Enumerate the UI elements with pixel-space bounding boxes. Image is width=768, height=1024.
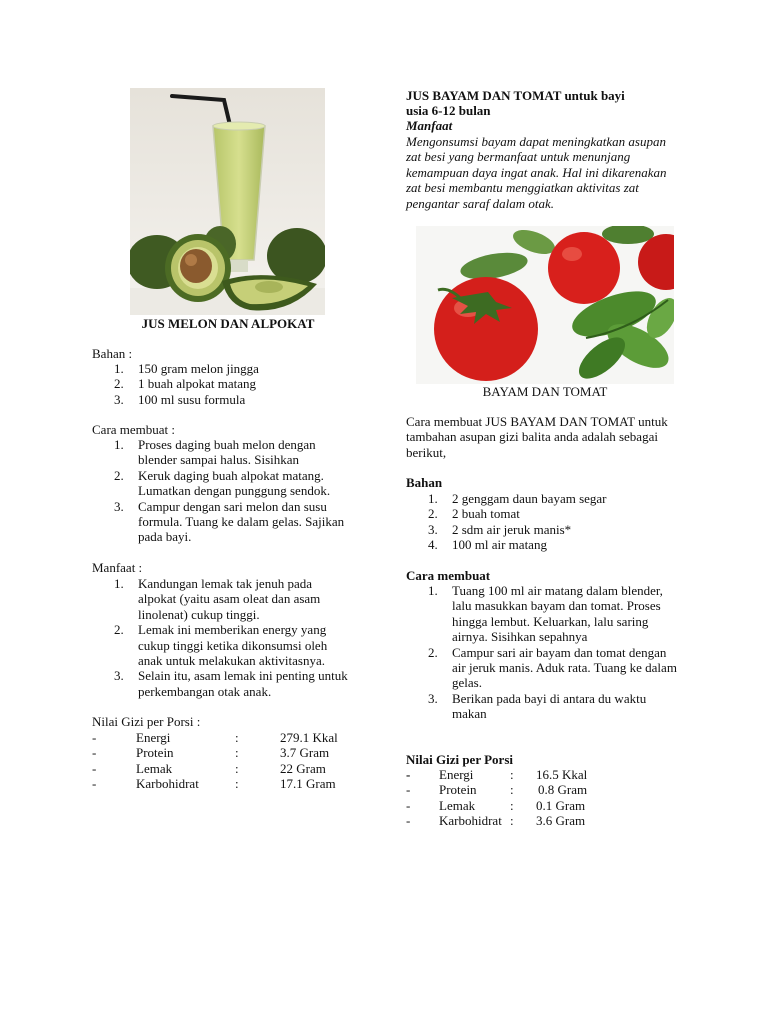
gizi-row: - Lemak : 0.1 Gram xyxy=(406,797,586,813)
list-item: 2. 1 buah alpokat matang xyxy=(114,376,257,392)
spinach-tomato-photo xyxy=(416,226,674,384)
image-caption: BAYAM DAN TOMAT xyxy=(482,384,608,399)
avocado-juice-photo xyxy=(130,88,325,315)
cara-label: Cara membuat xyxy=(406,568,491,583)
gizi-row: - Karbohidrat : 17.1 Gram xyxy=(92,776,336,792)
list-item: 4. 100 ml air matang xyxy=(428,537,547,553)
cara-label: Cara membuat : xyxy=(92,422,176,437)
spinach-tomato-illustration xyxy=(416,226,674,384)
cara-list xyxy=(92,437,350,545)
bahan-label: Bahan : xyxy=(92,346,133,361)
cara-list xyxy=(406,583,678,722)
recipe-title: JUS MELON DAN ALPOKAT xyxy=(141,316,315,331)
gizi-row: - Protein : 0.8 Gram xyxy=(406,782,588,798)
intro-text: Cara membuat JUS BAYAM DAN TOMAT untuk tambahan asupan gizi balita anda adalah sebagai berikut, xyxy=(406,414,668,460)
gizi-label: Nilai Gizi per Porsi xyxy=(406,752,513,767)
recipe-title-line1: JUS BAYAM DAN TOMAT untuk bayi xyxy=(406,88,625,103)
manfaat-label: Manfaat xyxy=(406,118,453,133)
list-item: 1. Tuang 100 ml air matang dalam blender, lalu masukkan bayam dan tomat. Proses hingga lembut. Keluarkan, lalu saring airnya. Sisihkan sepahnya xyxy=(428,583,663,645)
gizi-row: - Protein : 3.7 Gram xyxy=(92,745,330,761)
bahan-list xyxy=(406,491,684,553)
manfaat-label: Manfaat : xyxy=(92,560,143,575)
gizi-table xyxy=(406,767,684,829)
list-item: 3. Campur dengan sari melon dan susu formula. Tuang ke dalam gelas. Sajikan pada bayi. xyxy=(114,498,345,545)
list-item: 2. Keruk daging buah alpokat matang. Lumatkan dengan punggung sendok. xyxy=(114,467,331,499)
list-item: 3. Selain itu, asam lemak ini penting untuk perkembangan otak anak. xyxy=(114,668,348,699)
list-item: 3. 2 sdm air jeruk manis* xyxy=(428,521,572,537)
manfaat-list xyxy=(92,576,350,699)
manfaat-text: Mengonsumsi bayam dapat meningkatkan asupan zat besi yang bermanfaat untuk menunjang kemampuan daya ingat anak. Hal ini dikarenakan zat besi membantu menggiatkan aktivitas zat pengantar saraf dalam otak. xyxy=(406,134,667,211)
recipe-title-line2: usia 6-12 bulan xyxy=(406,103,491,118)
list-item: 1. Kandungan lemak tak jenuh pada alpokat (yaitu asam oleat dan asam linolenat) cukup tinggi. xyxy=(114,576,321,622)
list-item: 1. Proses daging buah melon dengan blender sampai halus. Sisihkan xyxy=(114,437,316,468)
list-item: 2. Lemak ini memberikan energy yang cukup tinggi ketika dikonsumsi oleh anak untuk melakukan aktivitasnya. xyxy=(114,622,328,669)
list-item: 1. 2 genggam daun bayam segar xyxy=(428,491,607,506)
gizi-row: - Karbohidrat : 3.6 Gram xyxy=(406,813,586,829)
bahan-label: Bahan xyxy=(406,475,443,490)
gizi-row: - Energi : 16.5 Kkal xyxy=(406,767,588,782)
list-item: 2. 2 buah tomat xyxy=(428,506,520,522)
avocado-juice-illustration xyxy=(130,88,325,315)
list-item: 2. Campur sari air bayam dan tomat dengan air jeruk manis. Aduk rata. Tuang ke dalam gelas. xyxy=(428,644,677,691)
gizi-table xyxy=(92,730,364,792)
list-item: 1. 150 gram melon jingga xyxy=(114,361,259,376)
gizi-label: Nilai Gizi per Porsi : xyxy=(92,714,201,729)
gizi-row: - Energi : 279.1 Kkal xyxy=(92,730,338,745)
bahan-list xyxy=(92,361,364,407)
gizi-row: - Lemak : 22 Gram xyxy=(92,760,326,776)
list-item: 3. 100 ml susu formula xyxy=(114,391,246,407)
list-item: 3. Berikan pada bayi di antara du waktu makan xyxy=(428,690,647,722)
